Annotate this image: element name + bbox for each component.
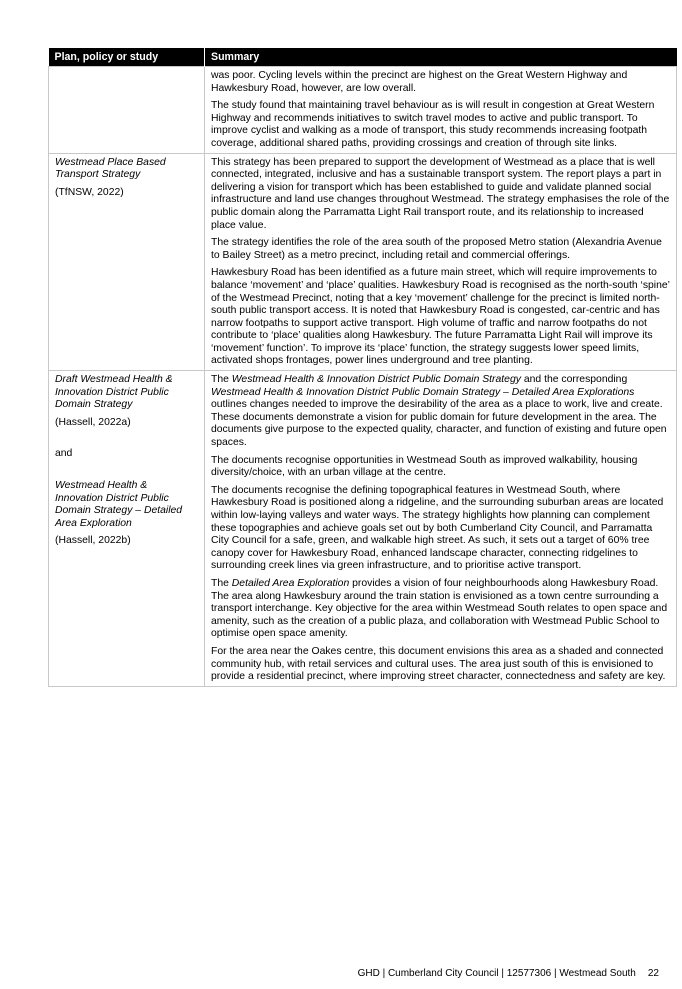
plan-title: Draft Westmead Health & Innovation District Public Domain Strategy (55, 374, 173, 411)
plan-cell (49, 67, 205, 154)
summary-paragraph: The documents recognise the defining topographical features in Westmead South, where Hawkesbury Road is positioned along a ridgeline, and the surrounding suburban areas are located within low-laying valleys and water ways. The strategy highlights how planning can complement these topographies and achieve goals set out by both Cumberland City Council, and Parramatta City Council for a safe, green, and walkable high street. As such, it sets out a target of 60% tree canopy cover for Hawkesbury Road, enhanced landscape character, connecting ridgelines to surrounding creek lines via green infrastructure, and to prioritise active transport. (211, 484, 664, 572)
plan-title: Westmead Health & Innovation District Public Domain Strategy – Detailed Area Exploration (55, 480, 183, 529)
page-footer (358, 968, 659, 981)
summary-cell (205, 153, 677, 371)
plan-cell (49, 371, 205, 687)
plan-title: Westmead Place Based Transport Strategy (55, 156, 166, 181)
plan-citation: (TfNSW, 2022) (55, 186, 124, 198)
summary-cell (205, 371, 677, 687)
summary-paragraph: The documents recognise opportunities in Westmead South as improved walkability, housing diversity/choice, with an urban village at the centre. (211, 454, 638, 479)
page-number: 22 (647, 968, 659, 979)
summary-paragraph: was poor. Cycling levels within the precinct are highest on the Great Western Highway and Hawkesbury Road, however, are low overall. (211, 70, 628, 94)
summary-paragraph: The strategy identifies the role of the area south of the proposed Metro station (Alexandria Avenue to Bailey Street) as a metro precinct, including retail and commercial offerings. (211, 237, 662, 261)
document-title: Westmead Health & Innovation District Public Domain Strategy – Detailed Area Explorations (211, 386, 635, 398)
table-row (49, 371, 677, 687)
plan-cell (49, 153, 205, 371)
summary-paragraph: The Westmead Health & Innovation District Public Domain Strategy and the corresponding Westmead Health & Innovation District Public Domain Strategy – Detailed Area Explorations outlines changes needed to improve the desirability of the area as a place to work, live and create. These documents demonstrate a vision for public domain for future development in the area. The documents give purpose to the expected quality, character, and function of existing and future open spaces. (211, 374, 667, 449)
table-row (49, 67, 677, 154)
document-title: Detailed Area Exploration (231, 577, 350, 589)
plan-conjunction: and (55, 448, 73, 460)
summary-paragraph: The Detailed Area Exploration provides a vision of four neighbourhoods along Hawkesbury Road. The area along Hawkesbury around the train station is envisioned as a town centre surrounding a transport interchange. Key objective for the area within Westmead South relates to open space and amenity, such as the creation of a public plaza, and collaboration with Westmead Public School to optimise open space amenity. (211, 577, 668, 640)
summary-paragraph: The study found that maintaining travel behaviour as is will result in congestion at Great Western Highway and recommends initiatives to switch travel modes to active and public transport. To improve cyclist and walking as a mode of transport, this study recommends increasing footpath coverage, additional shared paths, providing crossings and creation of through site links. (211, 100, 655, 149)
plan-citation: (Hassell, 2022b) (55, 535, 131, 547)
policy-summary-table (48, 48, 677, 687)
summary-paragraph: For the area near the Oakes centre, this document envisions this area as a shaded and connected community hub, with retail services and cultural uses. The area just south of this is envisioned to provide a residential precinct, where improving street character, connectedness and safety are key. (211, 645, 666, 683)
header-plan: Plan, policy or study (49, 48, 205, 67)
summary-paragraph: Hawkesbury Road has been identified as a future main street, which will require improvements to balance ‘movement’ and ‘place’ qualities. Hawkesbury Road is recognised as the north-south ‘spine’ of the Westmead Precinct, noting that a key ‘movement’ challenge for the precinct is limited north-south public transport access. It is noted that Hawkesbury Road is congested, car-centric and has narrow footpaths to support active transport. High volume of traffic and narrow footpaths do not contribute to ‘place’ qualities along Hawkesbury. The future Parramatta Light Rail will improve its ‘movement’ function’. To improve its ‘place’ function, the strategy suggests lower speed limits, activated shops frontages, power lines underground and tree planting. (211, 267, 670, 367)
table-row (49, 153, 677, 371)
footer-text: GHD | Cumberland City Council | 12577306 | Westmead South (357, 968, 636, 979)
document-title: Westmead Health & Innovation District Public Domain Strategy (231, 374, 521, 386)
header-summary: Summary (205, 48, 677, 67)
table-header-row (49, 48, 677, 67)
summary-cell (205, 67, 677, 154)
summary-paragraph: This strategy has been prepared to support the development of Westmead as a place that is well connected, integrated, inclusive and has a sustainable transport system. The report plays a part in delivering a vision for transport which has been established to guide and validate planned social infrastructure and land use changes throughout Westmead. The strategy emphasises the role of the public domain along the Parramatta Light Rail transport route, and its relationship to increased place value. (211, 156, 670, 231)
plan-citation: (Hassell, 2022a) (55, 416, 131, 428)
